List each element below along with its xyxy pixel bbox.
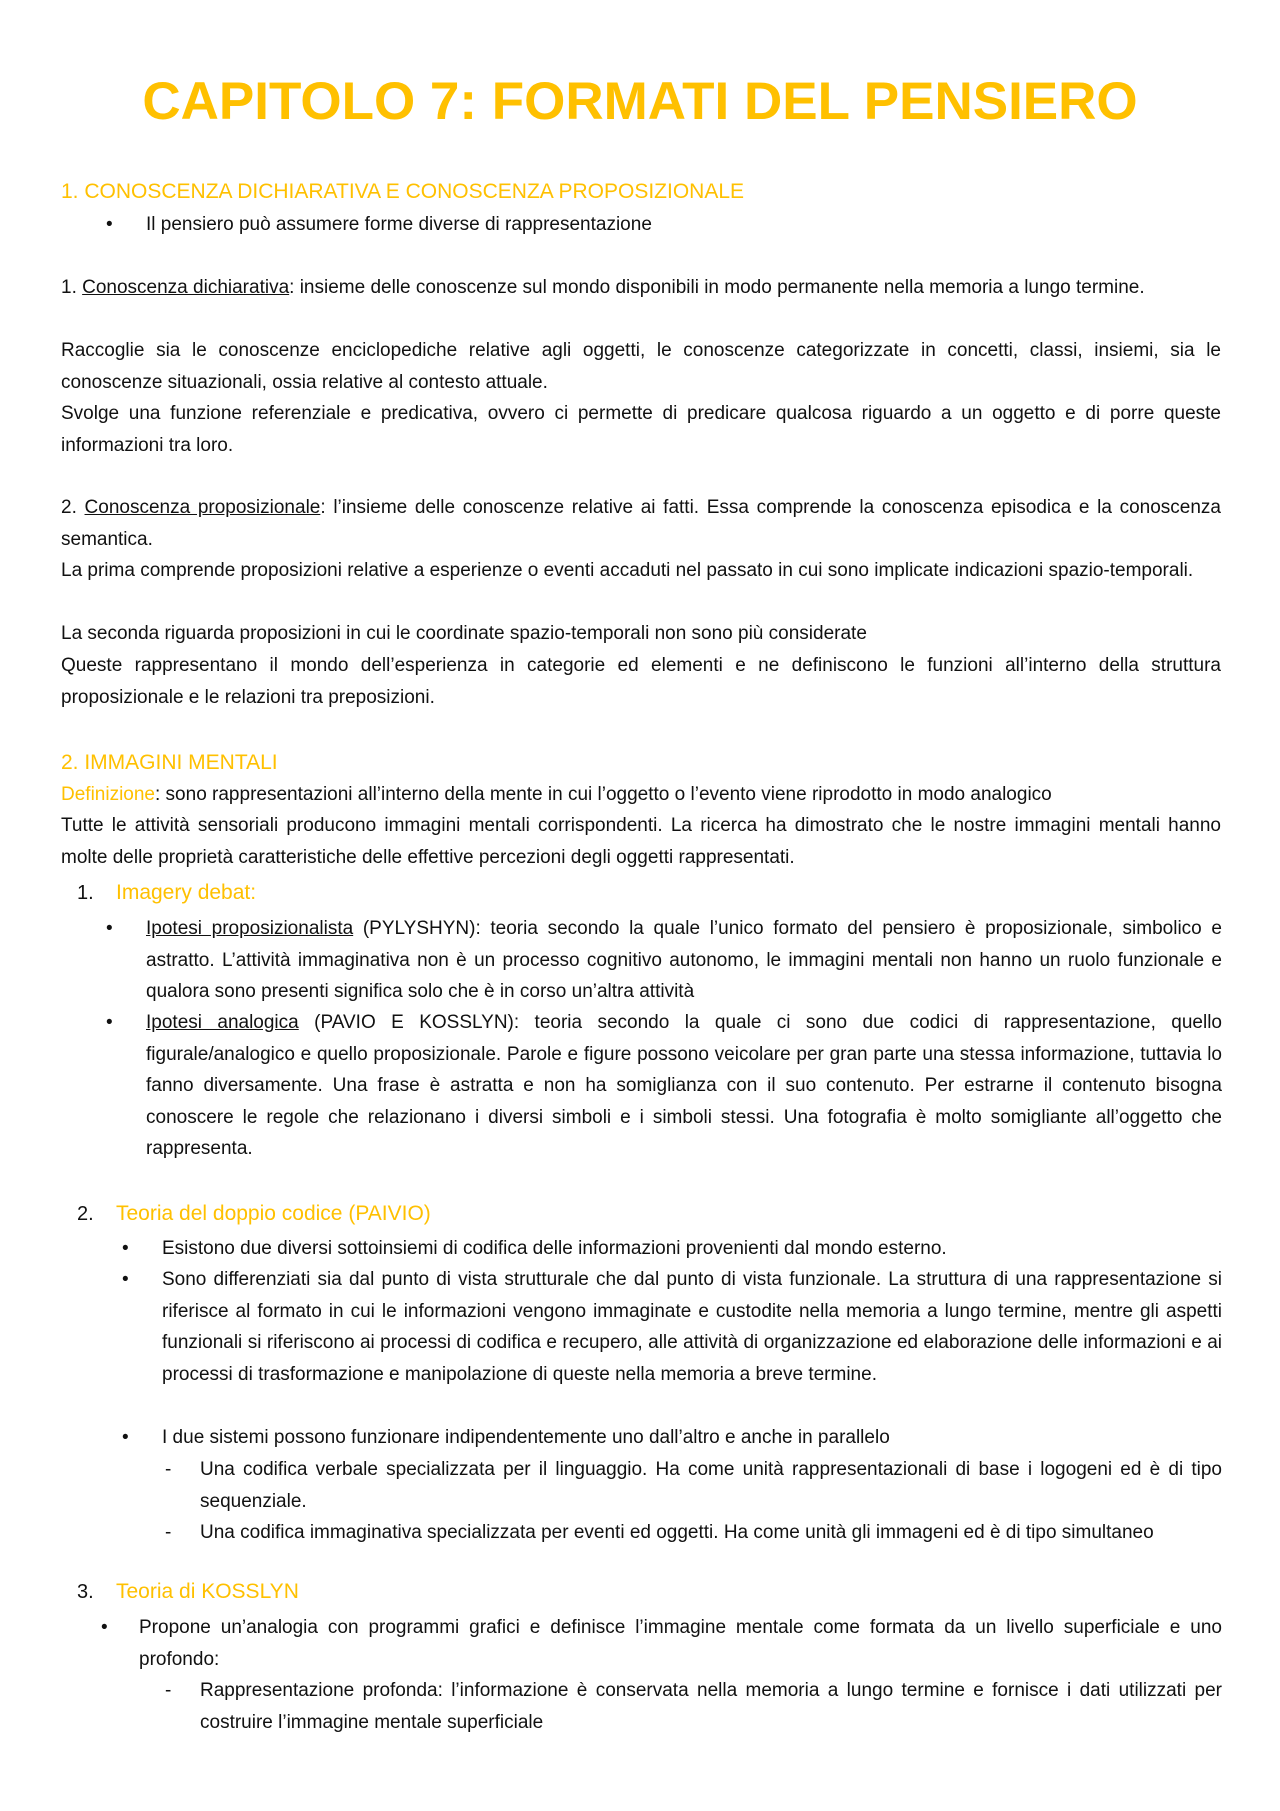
doppio-codice-dash-1: Una codifica verbale specializzata per il linguaggio. Ha come unità rappresentazionali di base i logogeni ed è di tipo sequenziale.: [200, 1459, 1222, 1512]
ipotesi-analogica: [146, 1007, 1222, 1165]
ipotesi-proposizionalista-term: Ipotesi proposizionalista: [146, 918, 354, 939]
dichiarativa-paragraph: [61, 272, 1221, 304]
section-1-heading: 1. CONOSCENZA DICHIARATIVA E CONOSCENZA PROPOSIZIONALE: [61, 180, 745, 203]
kosslyn-dash-1: Rappresentazione profonda: l’informazione è conservata nella memoria a lungo termine e fornisce i dati utilizzati per costruire l’immagine mentale superficiale: [200, 1680, 1222, 1733]
definizione-text: : sono rappresentazioni all’interno della mente in cui l’oggetto o l’evento viene riprodotto in modo analogico: [155, 784, 1052, 805]
dichiarativa-prefix: 1.: [61, 277, 83, 298]
doppio-codice-bullet-2: Sono differenziati sia dal punto di vista strutturale che dal punto di vista funzionale. La struttura di una rappresentazione si riferisce al formato in cui le informazioni vengono immaginate e custodite nella memoria a lungo termine, mentre gli aspetti funzionali si riferiscono ai processi di codifica e recupero, alle attività di organizzazione ed elaborazione delle informazioni e ai processi di trasformazione e manipolazione di queste nella memoria a breve termine.: [162, 1269, 1222, 1385]
ipotesi-analogica-term: Ipotesi analogica: [146, 1012, 299, 1033]
bullet-marker: •: [122, 1238, 129, 1259]
definizione-paragraph: [61, 779, 1221, 811]
proposizionale-term: Conoscenza proposizionale: [84, 497, 321, 518]
ipotesi-proposizionalista-text: (PYLYSHYN): teoria secondo la quale l’unico formato del pensiero è proposizionale, simbolico e astratto. L’attività immaginativa non è un processo cognitivo autonomo, le immagini mentali non hanno un ruolo funzionale e qualora sono presenti significa solo che è in corso un’altra attività: [146, 918, 1222, 1002]
page-title: CAPITOLO 7: FORMATI DEL PENSIERO: [142, 72, 1138, 131]
bullet-marker: •: [106, 918, 113, 939]
bullet-marker: •: [101, 1617, 108, 1638]
doppio-codice-bullet-1: Esistono due diversi sottoinsiemi di codifica delle informazioni provenienti dal mondo esterno.: [162, 1238, 947, 1259]
ipotesi-analogica-text: (PAVIO E KOSSLYN): teoria secondo la quale ci sono due codici di rappresentazione, quello figurale/analogico e quello proposizionale. Parole e figure possono veicolare per gran parte una stessa informazione, tuttavia lo fanno diversamente. Una frase è astratta e non ha somiglianza con il suo contenuto. Per estrarne il contenuto bisogna conoscere le regole che relazionano i diversi simboli e i simboli stessi. Una fotografia è molto somigliante all’oggetto che rappresenta.: [146, 1012, 1222, 1159]
dash-marker: -: [165, 1459, 172, 1480]
definizione-label: Definizione: [61, 784, 155, 805]
ipotesi-proposizionalista: [146, 913, 1222, 1008]
bullet-marker: •: [106, 1012, 113, 1033]
section-1-bullet: Il pensiero può assumere forme diverse di rappresentazione: [146, 214, 652, 235]
bullet-marker: •: [122, 1427, 129, 1448]
sub-2-title: Teoria del doppio codice (PAIVIO): [116, 1202, 431, 1225]
proposizionale-paragraph-3: La seconda riguarda proposizioni in cui le coordinate spazio-temporali non sono più considerate: [61, 623, 867, 644]
doppio-codice-bullet-3: I due sistemi possono funzionare indipendentemente uno dall’altro e anche in parallelo: [162, 1427, 890, 1448]
dichiarativa-paragraph-2: Raccoglie sia le conoscenze enciclopediche relative agli oggetti, le conoscenze categorizzate in concetti, classi, insiemi, sia le conoscenze situazionali, ossia relative al contesto attuale.: [61, 340, 1221, 393]
proposizionale-paragraph-4: Queste rappresentano il mondo dell’esperienza in categorie ed elementi e ne definiscono le funzioni all’interno della struttura proposizionale e le relazioni tra preposizioni.: [61, 655, 1221, 708]
bullet-marker: •: [122, 1269, 129, 1290]
dichiarativa-paragraph-3: Svolge una funzione referenziale e predicativa, ovvero ci permette di predicare qualcosa riguardo a un oggetto e di porre queste informazioni tra loro.: [61, 403, 1221, 456]
sub-3-title: Teoria di KOSSLYN: [116, 1580, 299, 1603]
sub-1-number: 1.: [77, 882, 94, 904]
intro-paragraph: Tutte le attività sensoriali producono immagini mentali corrispondenti. La ricerca ha dimostrato che le nostre immagini mentali hanno molte delle proprietà caratteristiche delle effettive percezioni degli oggetti rappresentati.: [61, 815, 1221, 868]
bullet-marker: •: [106, 214, 113, 235]
dash-marker: -: [165, 1680, 172, 1701]
doppio-codice-dash-2: Una codifica immaginativa specializzata per eventi ed oggetti. Ha come unità gli immageni ed è di tipo simultaneo: [200, 1522, 1154, 1543]
sub-1-title: Imagery debat:: [116, 881, 257, 904]
dichiarativa-term: Conoscenza dichiarativa: [82, 277, 290, 298]
proposizionale-paragraph: [61, 492, 1221, 555]
kosslyn-bullet-1: Propone un’analogia con programmi grafici e definisce l’immagine mentale come formata da un livello superficiale e uno profondo:: [139, 1617, 1222, 1670]
section-2-heading: 2. IMMAGINI MENTALI: [61, 751, 278, 774]
sub-3-number: 3.: [77, 1581, 94, 1603]
proposizionale-prefix: 2.: [61, 497, 85, 518]
dichiarativa-text: : insieme delle conoscenze sul mondo disponibili in modo permanente nella memoria a lungo termine.: [289, 277, 1145, 298]
dash-marker: -: [165, 1522, 172, 1543]
sub-2-number: 2.: [77, 1203, 94, 1225]
proposizionale-paragraph-2: La prima comprende proposizioni relative a esperienze o eventi accaduti nel passato in cui sono implicate indicazioni spazio-temporali.: [61, 560, 1194, 581]
proposizionale-text: : l’insieme delle conoscenze relative ai fatti. Essa comprende la conoscenza episodica e la conoscenza semantica.: [61, 497, 1221, 550]
